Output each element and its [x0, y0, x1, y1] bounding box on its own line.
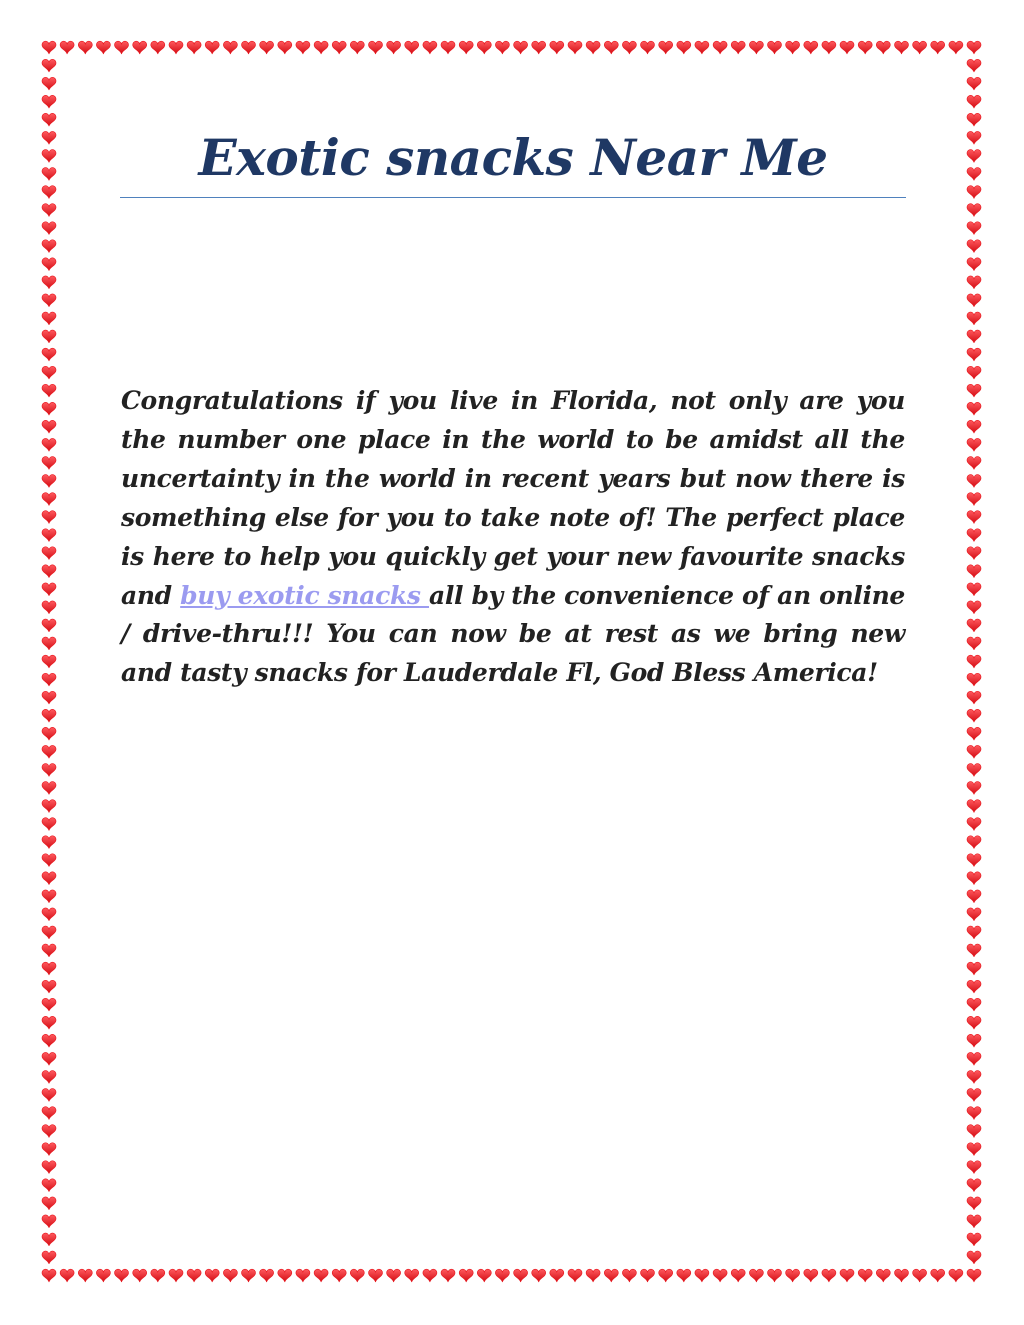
heart-icon	[967, 294, 981, 307]
heart-icon	[96, 41, 110, 54]
heart-icon	[713, 41, 727, 54]
heart-icon	[749, 41, 763, 54]
heart-icon	[677, 41, 691, 54]
heart-icon	[42, 276, 56, 289]
heart-icon	[532, 1269, 546, 1282]
heart-icon	[967, 1052, 981, 1065]
heart-icon	[804, 41, 818, 54]
heart-icon	[42, 1089, 56, 1102]
heart-icon	[967, 673, 981, 686]
heart-icon	[967, 962, 981, 975]
heart-icon	[423, 1269, 437, 1282]
heart-icon	[332, 1269, 346, 1282]
heart-icon	[858, 41, 872, 54]
heart-icon	[459, 41, 473, 54]
heart-icon	[42, 59, 56, 72]
heart-icon	[641, 41, 655, 54]
heart-icon	[913, 1269, 927, 1282]
heart-icon	[42, 204, 56, 217]
heart-icon	[967, 529, 981, 542]
heart-icon	[967, 330, 981, 343]
heart-icon	[42, 294, 56, 307]
heart-icon	[913, 41, 927, 54]
heart-icon	[42, 150, 56, 163]
heart-icon	[369, 41, 383, 54]
heart-icon	[169, 41, 183, 54]
heart-icon	[967, 818, 981, 831]
heart-icon	[459, 1269, 473, 1282]
heart-icon	[314, 1269, 328, 1282]
heart-icon	[532, 41, 546, 54]
heart-icon	[876, 41, 890, 54]
heart-icon	[42, 131, 56, 144]
heart-icon	[641, 1269, 655, 1282]
heart-icon	[42, 113, 56, 126]
heart-icon	[151, 1269, 165, 1282]
heart-icon	[42, 854, 56, 867]
heart-icon	[96, 1269, 110, 1282]
heart-icon	[42, 1125, 56, 1138]
heart-icon	[495, 41, 509, 54]
heart-icon	[60, 1269, 74, 1282]
heart-icon	[260, 1269, 274, 1282]
heart-icon	[42, 402, 56, 415]
heart-icon	[967, 348, 981, 361]
heart-icon	[967, 511, 981, 524]
heart-icon	[42, 601, 56, 614]
heart-icon	[223, 41, 237, 54]
heart-icon	[42, 475, 56, 488]
heart-icon	[967, 872, 981, 885]
heart-icon	[967, 800, 981, 813]
heart-icon	[967, 601, 981, 614]
heart-icon	[42, 565, 56, 578]
heart-icon	[604, 41, 618, 54]
heart-icon	[42, 745, 56, 758]
heart-icon	[42, 41, 56, 54]
heart-icon	[840, 41, 854, 54]
heart-icon	[42, 95, 56, 108]
heart-icon	[967, 1197, 981, 1210]
heart-icon	[967, 150, 981, 163]
heart-icon	[967, 95, 981, 108]
heart-icon	[949, 1269, 963, 1282]
heart-icon	[42, 384, 56, 397]
heart-icon	[42, 1269, 56, 1282]
heart-icon	[550, 41, 564, 54]
heart-icon	[42, 258, 56, 271]
heart-icon	[840, 1269, 854, 1282]
title-divider	[120, 197, 906, 198]
heart-icon	[42, 511, 56, 524]
heart-icon	[42, 1197, 56, 1210]
heart-icon	[42, 240, 56, 253]
heart-icon	[967, 764, 981, 777]
heart-icon	[931, 41, 945, 54]
heart-icon	[296, 1269, 310, 1282]
heart-icon	[967, 276, 981, 289]
heart-icon	[967, 240, 981, 253]
heart-icon	[967, 493, 981, 506]
heart-icon	[695, 1269, 709, 1282]
heart-icon	[895, 41, 909, 54]
heart-icon	[332, 41, 346, 54]
heart-icon	[42, 1034, 56, 1047]
heart-icon	[967, 709, 981, 722]
heart-icon	[967, 637, 981, 650]
heart-icon	[42, 800, 56, 813]
heart-icon	[42, 222, 56, 235]
heart-icon	[967, 113, 981, 126]
heart-icon	[42, 980, 56, 993]
heart-icon	[858, 1269, 872, 1282]
heart-icon	[42, 77, 56, 90]
heart-icon	[967, 1089, 981, 1102]
heart-icon	[967, 565, 981, 578]
heart-icon	[967, 59, 981, 72]
heart-icon	[659, 41, 673, 54]
heart-icon	[677, 1269, 691, 1282]
heart-icon	[42, 1179, 56, 1192]
heart-icon	[967, 312, 981, 325]
heart-icon	[967, 1016, 981, 1029]
heart-icon	[967, 1071, 981, 1084]
heart-icon	[477, 1269, 491, 1282]
heart-icon	[622, 41, 636, 54]
heart-icon	[659, 1269, 673, 1282]
heart-icon	[967, 745, 981, 758]
heart-icon	[169, 1269, 183, 1282]
heart-icon	[804, 1269, 818, 1282]
paragraph-text-before-link: Congratulations if you live in Florida, not only are you the number one place in the world to be amidst all the uncertainty in the world in recent years but now there is something else for you to take note of! The perfect place is here to help you quickly get your new favourite snacks and	[121, 386, 905, 610]
heart-icon	[967, 438, 981, 451]
heart-icon	[42, 1071, 56, 1084]
heart-icon	[42, 312, 56, 325]
heart-icon	[749, 1269, 763, 1282]
heart-icon	[967, 1233, 981, 1246]
heart-icon	[967, 186, 981, 199]
heart-icon	[42, 890, 56, 903]
heart-icon	[42, 168, 56, 181]
heart-icon	[568, 1269, 582, 1282]
heart-icon	[42, 348, 56, 361]
heart-icon	[60, 41, 74, 54]
heart-icon	[42, 1052, 56, 1065]
heart-icon	[622, 1269, 636, 1282]
heart-icon	[931, 1269, 945, 1282]
heart-icon	[967, 1143, 981, 1156]
heart-icon	[115, 41, 129, 54]
heart-icon	[42, 457, 56, 470]
heart-icon	[967, 258, 981, 271]
heart-icon	[967, 222, 981, 235]
heart-icon	[133, 41, 147, 54]
heart-icon	[967, 727, 981, 740]
heart-icon	[42, 637, 56, 650]
heart-icon	[967, 1107, 981, 1120]
heart-icon	[78, 41, 92, 54]
heart-icon	[242, 1269, 256, 1282]
heart-icon	[550, 1269, 564, 1282]
heart-icon	[42, 908, 56, 921]
heart-icon	[586, 41, 600, 54]
heart-icon	[967, 1179, 981, 1192]
heart-icon	[895, 1269, 909, 1282]
heart-icon	[822, 1269, 836, 1282]
heart-icon	[42, 836, 56, 849]
heart-icon	[967, 41, 981, 54]
heart-icon	[42, 926, 56, 939]
heart-icon	[42, 186, 56, 199]
heart-icon	[967, 1034, 981, 1047]
heart-icon	[42, 420, 56, 433]
body-paragraph	[121, 382, 905, 693]
heart-icon	[42, 872, 56, 885]
heart-icon	[949, 41, 963, 54]
heart-icon	[369, 1269, 383, 1282]
heart-icon	[42, 583, 56, 596]
heart-icon	[604, 1269, 618, 1282]
heart-icon	[967, 1251, 981, 1264]
heart-icon	[967, 77, 981, 90]
heart-icon	[876, 1269, 890, 1282]
heart-icon	[42, 1233, 56, 1246]
heart-icon	[387, 1269, 401, 1282]
heart-icon	[586, 1269, 600, 1282]
heart-icon	[42, 366, 56, 379]
heart-icon	[42, 493, 56, 506]
heart-icon	[967, 836, 981, 849]
heart-icon	[42, 438, 56, 451]
heart-icon	[967, 1215, 981, 1228]
heart-icon	[278, 41, 292, 54]
heart-icon	[967, 908, 981, 921]
heart-icon	[42, 655, 56, 668]
heart-icon	[42, 1251, 56, 1264]
heart-icon	[967, 420, 981, 433]
heart-icon	[967, 890, 981, 903]
heart-icon	[42, 962, 56, 975]
heart-icon	[967, 926, 981, 939]
heart-icon	[967, 1125, 981, 1138]
heart-icon	[967, 583, 981, 596]
heart-icon	[967, 475, 981, 488]
heart-icon	[786, 41, 800, 54]
heart-icon	[42, 619, 56, 632]
heart-icon	[42, 818, 56, 831]
heart-icon	[967, 547, 981, 560]
heart-icon	[42, 1107, 56, 1120]
heart-icon	[967, 402, 981, 415]
heart-icon	[967, 655, 981, 668]
heart-icon	[42, 727, 56, 740]
heart-icon	[967, 457, 981, 470]
heart-icon	[278, 1269, 292, 1282]
heart-icon	[151, 41, 165, 54]
heart-icon	[822, 41, 836, 54]
heart-icon	[423, 41, 437, 54]
heart-icon	[731, 1269, 745, 1282]
heart-icon	[205, 1269, 219, 1282]
heart-icon	[441, 41, 455, 54]
heart-icon	[42, 944, 56, 957]
heart-icon	[387, 41, 401, 54]
heart-icon	[786, 1269, 800, 1282]
heart-icon	[967, 691, 981, 704]
heart-icon	[223, 1269, 237, 1282]
heart-icon	[514, 41, 528, 54]
heart-icon	[695, 41, 709, 54]
heart-icon	[967, 854, 981, 867]
heart-icon	[296, 41, 310, 54]
heart-icon	[78, 1269, 92, 1282]
heart-icon	[260, 41, 274, 54]
heart-icon	[441, 1269, 455, 1282]
heart-icon	[187, 1269, 201, 1282]
heart-icon	[314, 41, 328, 54]
heart-icon	[115, 1269, 129, 1282]
heart-icon	[731, 41, 745, 54]
buy-exotic-snacks-link[interactable]: buy exotic snacks	[180, 580, 430, 610]
heart-icon	[242, 41, 256, 54]
heart-icon	[205, 41, 219, 54]
heart-icon	[42, 1161, 56, 1174]
heart-icon	[42, 330, 56, 343]
heart-icon	[768, 41, 782, 54]
heart-icon	[42, 673, 56, 686]
heart-icon	[967, 980, 981, 993]
heart-icon	[405, 41, 419, 54]
heart-icon	[42, 529, 56, 542]
heart-icon	[967, 782, 981, 795]
heart-icon	[967, 384, 981, 397]
heart-icon	[967, 944, 981, 957]
heart-icon	[42, 709, 56, 722]
heart-icon	[967, 619, 981, 632]
heart-icon	[405, 1269, 419, 1282]
heart-icon	[42, 691, 56, 704]
heart-icon	[768, 1269, 782, 1282]
heart-icon	[42, 782, 56, 795]
heart-icon	[477, 41, 491, 54]
heart-icon	[42, 1143, 56, 1156]
heart-icon	[133, 1269, 147, 1282]
heart-icon	[967, 366, 981, 379]
heart-icon	[42, 764, 56, 777]
heart-icon	[967, 1269, 981, 1282]
heart-icon	[967, 168, 981, 181]
heart-icon	[514, 1269, 528, 1282]
heart-icon	[967, 998, 981, 1011]
heart-icon	[350, 1269, 364, 1282]
page-title: Exotic snacks Near Me	[198, 128, 828, 187]
heart-icon	[42, 1016, 56, 1029]
heart-icon	[967, 131, 981, 144]
heart-icon	[42, 547, 56, 560]
heart-icon	[495, 1269, 509, 1282]
heart-icon	[568, 41, 582, 54]
heart-icon	[42, 1215, 56, 1228]
heart-icon	[967, 204, 981, 217]
paragraph-text-after-link: all by the convenience of an online / drive-thru!!! You can now be at rest as we bring new and tasty snacks for Lauderdale Fl, God Bless America!	[121, 580, 905, 688]
heart-icon	[42, 998, 56, 1011]
heart-icon	[967, 1161, 981, 1174]
heart-icon	[713, 1269, 727, 1282]
heart-icon	[187, 41, 201, 54]
heart-icon	[350, 41, 364, 54]
